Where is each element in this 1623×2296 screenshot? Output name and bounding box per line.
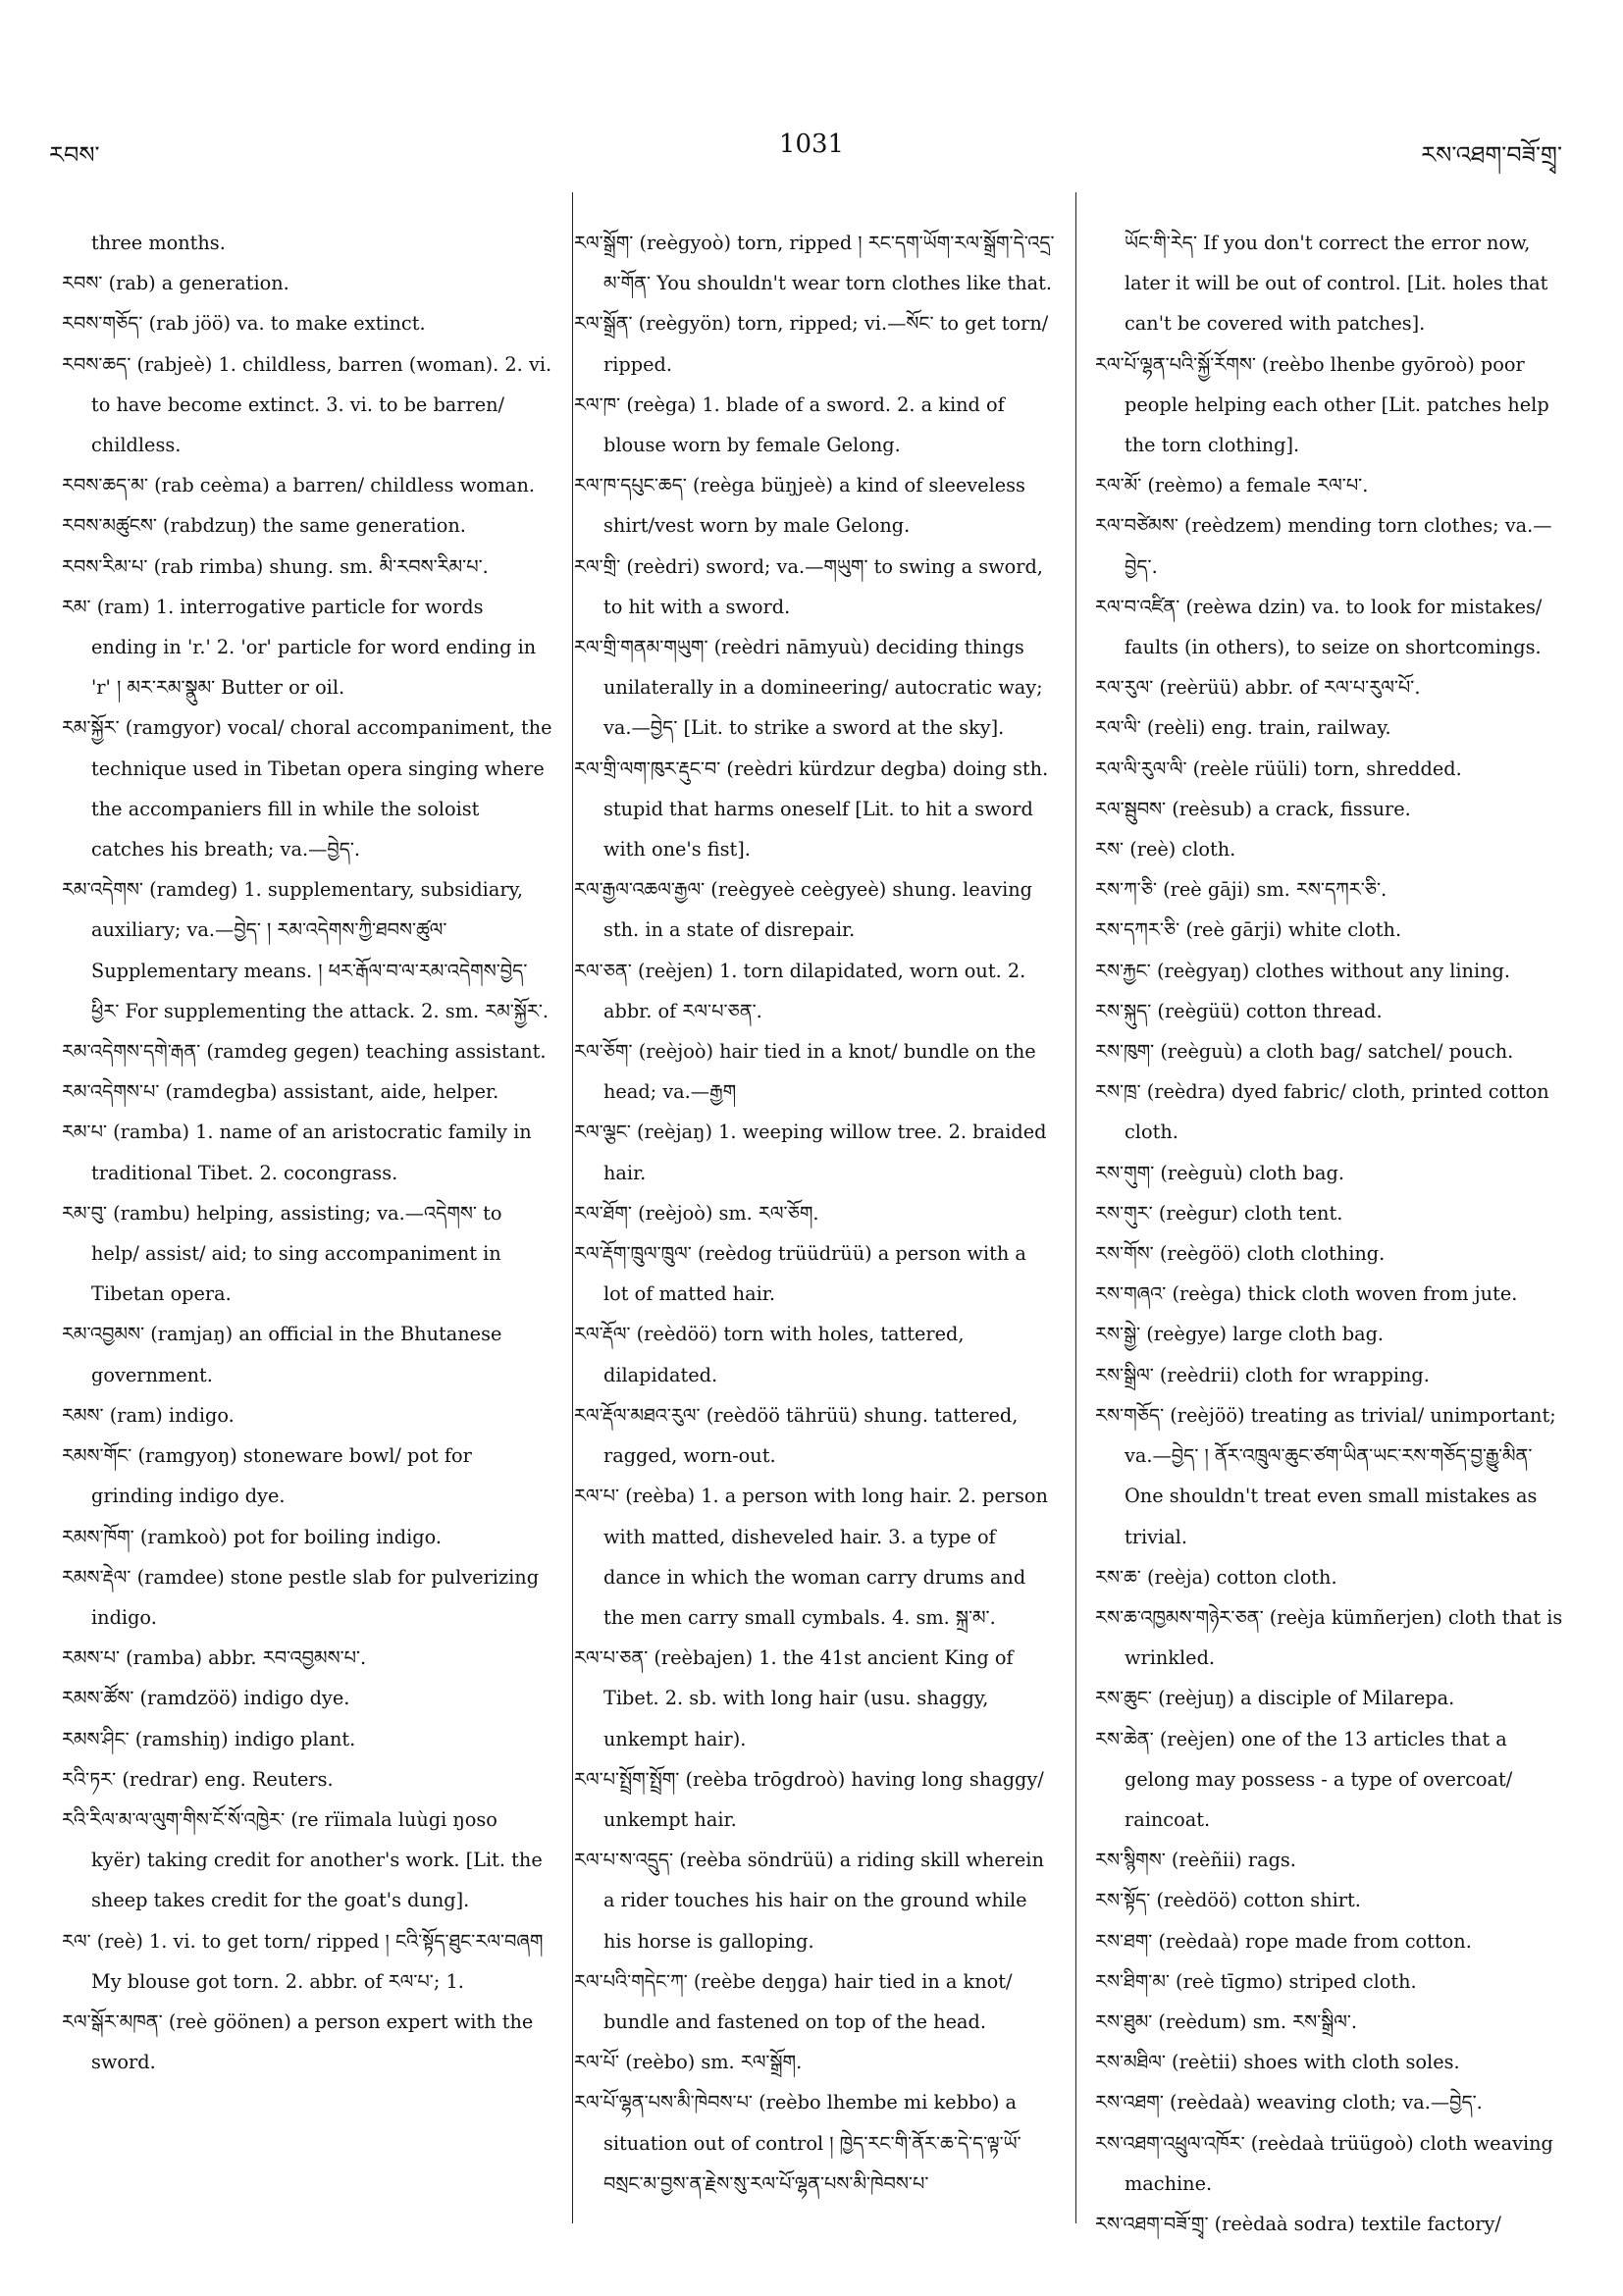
dictionary-entry: ཡོང་གི་རེད་ If you don't correct the error now, later it will be out of control. [Lit. holes that can't be covered with patches]. xyxy=(1125,232,1548,336)
dictionary-entry: རས་ཁྲ་ (reèdra) dyed fabric/ cloth, printed cotton cloth. xyxy=(1095,1080,1549,1144)
dictionary-entry: རམ་འབྱམས་ (ramjaŋ) an official in the Bhutanese government. xyxy=(62,1323,502,1386)
dictionary-entry: རལ་ལི་རུལ་ལི་ (reèle rüüli) torn, shredded. xyxy=(1095,757,1462,780)
dictionary-entry: རལ་གྲི་གནམ་གཡུག་ (reèdri nāmyuù) deciding things unilaterally in a domineering/ autocratic way; va.—བྱེད་ [Lit. to strike a sword at the sky]. xyxy=(574,636,1043,740)
dictionary-entry: རམ་བུ་ (rambu) helping, assisting; va.—འདེགས་ to help/ assist/ aid; to sing accompaniment in Tibetan opera. xyxy=(62,1201,502,1306)
dictionary-entry: རལ་རུལ་ (reèrüü) abbr. of རལ་པ་རུལ་པོ་. xyxy=(1095,676,1421,700)
dictionary-entry: རམས་གོང་ (ramgyoŋ) stoneware bowl/ pot for grinding indigo dye. xyxy=(62,1444,472,1508)
dictionary-entry: three months. xyxy=(91,232,226,254)
dictionary-entry: རས་སྐུད་ (reègüü) cotton thread. xyxy=(1095,999,1383,1022)
dictionary-entry: རས་འཐག་བཟོ་གྲྭ་ (reèdaà sodra) textile factory/ xyxy=(1095,2212,1501,2235)
dictionary-entry: རལ་པོ་ལྷན་པའི་སྐྱོ་རོགས་ (reèbo lhenbe gyōroò) poor people helping each other [Lit. patches help the torn clothing]. xyxy=(1095,352,1549,457)
running-head-left: རབས་ xyxy=(49,141,100,169)
dictionary-entry: རབས་གཅོད་ (rab jöö) va. to make extinct. xyxy=(62,312,426,336)
dictionary-entry: རལ་ཁ་དཔུང་ཆད་ (reèga büŋjeè) a kind of sleeveless shirt/vest worn by male Gelong. xyxy=(574,474,1025,538)
dictionary-entry: རལ་ཁ་ (reèga) 1. blade of a sword. 2. a kind of blouse worn by female Gelong. xyxy=(574,392,1005,457)
dictionary-entry: རལ་གྲི་ (reèdri) sword; va.—གཡུག་ to swing a sword, to hit with a sword. xyxy=(574,554,1043,618)
dictionary-entry: རས་ཆེན་ (reèjen) one of the 13 articles that a gelong may possess - a type of overcoat/ raincoat. xyxy=(1095,1727,1513,1831)
dictionary-entry: རས་ཐག་ (reèdaà) rope made from cotton. xyxy=(1095,1929,1472,1953)
dictionary-entry: རམ་འདེགས་དགེ་རྒན་ (ramdeg gegen) teaching assistant. xyxy=(62,1040,547,1064)
dictionary-entry: རལ་བ་འཛིན་ (reèwa dzin) va. to look for mistakes/ faults (in others), to seize on shortcomings. xyxy=(1095,595,1543,659)
dictionary-entry: རལ་སྒྲོག་ (reègyoò) torn, ripped ། རང་དག་ཡོག་རལ་སྒྲོག་དེ་འདྲ་མ་གོན་ You shouldn't wear torn clothes like that. xyxy=(574,232,1055,295)
dictionary-entry: རས་གཅོད་ (reèjöö) treating as trivial/ unimportant; va.—བྱེད་ ། ནོར་འཁྲུལ་ཆུང་ཙག་ཡིན་ཡང་རས་གཅོད་བྱ་རྒྱུ་མིན་ One shouldn't treat even small mistakes as trivial. xyxy=(1095,1403,1556,1548)
dictionary-entry: རམས་ཚོས་ (ramdzöö) indigo dye. xyxy=(62,1687,350,1710)
dictionary-entry: རས་ (reè) cloth. xyxy=(1095,838,1236,861)
dictionary-entry: རལ་གྲི་ལག་ཁུར་རྡུང་བ་ (reèdri kürdzur degba) doing sth. stupid that harms oneself [Lit. to hit a sword with one's fist]. xyxy=(574,757,1049,861)
column-1 xyxy=(62,223,552,2082)
page-number: 1031 xyxy=(778,130,845,159)
dictionary-entry: རམ་སྐྱོར་ (ramgyor) vocal/ choral accompaniment, the technique used in Tibetan opera singing where the accompaniers fill in while the soloist catches his breath; va.—བྱེད་. xyxy=(62,716,552,861)
dictionary-entry: རས་གུར་ (reègur) cloth tent. xyxy=(1095,1201,1343,1225)
dictionary-entry: རམ་འདེགས་པ་ (ramdegba) assistant, aide, helper. xyxy=(62,1080,499,1104)
dictionary-entry: རས་ཐུམ་ (reèdum) sm. རས་སྒྲིལ་. xyxy=(1095,2009,1358,2033)
column-3 xyxy=(1095,223,1576,2244)
dictionary-entry: རམ་འདེགས་ (ramdeg) 1. supplementary, subsidiary, auxiliary; va.—བྱེད་ ། རམ་འདེགས་ཀྱི་ཐབས་ཚུལ་ Supplementary means. ། ཕར་རྒོལ་བ་ལ་རམ་འདེགས་བྱེད་ཕྱིར་ For supplementing the attack. 2. sm. རམ་སྐྱོར་. xyxy=(62,878,550,1022)
dictionary-entry: རལ་རྒྱལ་འཆལ་རྒྱལ་ (reègyeè ceègyeè) shung. leaving sth. in a state of disrepair. xyxy=(574,878,1033,942)
dictionary-entry: རམས་རྡེལ་ (ramdee) stone pestle slab for pulverizing indigo. xyxy=(62,1565,540,1629)
dictionary-entry: རབས་མཚུངས་ (rabdzuŋ) the same generation. xyxy=(62,514,466,538)
column-2 xyxy=(574,223,1055,2204)
dictionary-entry: རལ་ལྕང་ (reèjaŋ) 1. weeping willow tree. 2. braided hair. xyxy=(574,1121,1047,1184)
dictionary-entry: རས་མཐིལ་ (reètii) shoes with cloth soles. xyxy=(1095,2051,1460,2074)
dictionary-entry: རལ་ཅོག་ (reèjoò) hair tied in a knot/ bundle on the head; va.—རྒྱག xyxy=(574,1040,1036,1104)
dictionary-entry: རལ་པ་ཅན་ (reèbajen) 1. the 41st ancient King of Tibet. 2. sb. with long hair (usu. shaggy, unkempt hair). xyxy=(574,1646,1014,1750)
dictionary-entry: རལ་རྡོག་ཁྲུལ་ཁྲུལ་ (reèdog trüüdrüü) a person with a lot of matted hair. xyxy=(574,1242,1026,1306)
dictionary-entry: རས་ཐིག་མ་ (reè tīgmo) striped cloth. xyxy=(1095,1969,1417,1993)
column-divider xyxy=(1075,192,1076,2223)
dictionary-entry: རས་ཆ་འཁྱམས་གཉེར་ཅན་ (reèja kümñerjen) cloth that is wrinkled. xyxy=(1095,1605,1563,1670)
dictionary-entry: རལ་པ་སྤྲོག་སྤྲོག་ (reèba trōgdroò) having long shaggy/ unkempt hair. xyxy=(574,1767,1044,1831)
dictionary-entry: རས་ཁུག་ (reèguù) a cloth bag/ satchel/ pouch. xyxy=(1095,1040,1514,1064)
dictionary-entry: རལ་སྒྲོན་ (reègyön) torn, ripped; vi.—སོང་ to get torn/ ripped. xyxy=(574,312,1049,376)
dictionary-entry: རལ་རྡོལ་ (reèdöö) torn with holes, tattered, dilapidated. xyxy=(574,1323,965,1386)
dictionary-entry: རལ་པོ་ (reèbo) sm. རལ་སྒྲོག. xyxy=(574,2051,803,2074)
dictionary-entry: རལ་པ་ (reèba) 1. a person with long hair. 2. person with matted, disheveled hair. 3. a type of dance in which the woman carry drums and the men carry small cymbals. 4. sm. སྐྲ་མ་. xyxy=(574,1485,1048,1629)
dictionary-entry: རས་སྙིགས་ (reèñii) rags. xyxy=(1095,1849,1296,1872)
dictionary-entry: རས་སྒྲིལ་ (reèdrii) cloth for wrapping. xyxy=(1095,1363,1430,1386)
dictionary-entry: རབས་ཆད་ (rabjeè) 1. childless, barren (woman). 2. vi. to have become extinct. 3. vi. to be barren/ childless. xyxy=(62,352,552,457)
dictionary-entry: རས་གོས་ (reègöö) cloth clothing. xyxy=(1095,1242,1386,1266)
dictionary-entry: རལ་བཙེམས་ (reèdzem) mending torn clothes; va.—བྱེད་. xyxy=(1095,514,1552,578)
dictionary-entry: རས་རྐྱང་ (reègyaŋ) clothes without any lining. xyxy=(1095,959,1511,982)
dictionary-entry: རས་ཆ་ (reèja) cotton cloth. xyxy=(1095,1565,1337,1589)
dictionary-entry: རལ་སྒོར་མཁན་ (reè göönen) a person expert with the sword. xyxy=(62,2009,534,2074)
dictionary-entry: རམ་ (ram) 1. interrogative particle for words ending in 'r.' 2. 'or' particle for word ending in 'r' ། མར་རམ་སྣུམ་ Butter or oil. xyxy=(62,595,537,700)
dictionary-entry: རས་གཞའ་ (reèga) thick cloth woven from jute. xyxy=(1095,1282,1518,1306)
dictionary-entry: རལ་རྡོལ་མཐའ་རུལ་ (reèdöö tährüü) shung. tattered, ragged, worn-out. xyxy=(574,1403,1019,1468)
dictionary-entry: རལ་མོ་ (reèmo) a female རལ་པ་. xyxy=(1095,474,1369,497)
dictionary-entry: རའི་རིལ་མ་ལ་ལུག་གིས་ངོ་སོ་འཁྱེར་ (re rïimala luùgi ŋoso kyër) taking credit for another's work. [Lit. the sheep takes credit for the goat's dung]. xyxy=(62,1807,543,1912)
dictionary-entry: རས་ཀ་ཅི་ (reè gāji) sm. རས་དཀར་ཅི་. xyxy=(1095,878,1387,902)
dictionary-entry: རས་སྒྱེ་ (reègye) large cloth bag. xyxy=(1095,1323,1385,1346)
dictionary-entry: རལ་པོ་ལྷན་པས་མི་ཁེབས་པ་ (reèbo lhembe mi kebbo) a situation out of control ། ཁྱེད་རང་གི་ནོར་ཆ་དེ་ད་ལྟ་ཡོ་བསྲང་མ་བྱས་ན་རྗེས་སུ་རལ་པོ་ལྷན་པས་མི་ཁེབས་པ་ xyxy=(574,2091,1021,2195)
dictionary-entry: རས་གུག་ (reèguù) cloth bag. xyxy=(1095,1161,1344,1184)
dictionary-entry: རལ་ (reè) 1. vi. to get torn/ ripped ། ངའི་སྟོད་ཐུང་རལ་བཞག My blouse got torn. 2. abbr. of རལ་པ་; 1. xyxy=(62,1929,544,1993)
dictionary-entry: རམ་པ་ (ramba) 1. name of an aristocratic family in traditional Tibet. 2. cocongrass. xyxy=(62,1121,532,1184)
dictionary-entry: རབས་ (rab) a generation. xyxy=(62,272,289,295)
dictionary-entry: རམས་ཤིང་ (ramshiŋ) indigo plant. xyxy=(62,1727,356,1750)
dictionary-entry: རས་སྟོད་ (reèdöö) cotton shirt. xyxy=(1095,1889,1361,1912)
dictionary-entry: རབས་རིམ་པ་ (rab rimba) shung. sm. མི་རབས་རིམ་པ་. xyxy=(62,554,489,578)
dictionary-entry: རའི་ཏར་ (redrar) eng. Reuters. xyxy=(62,1767,334,1791)
dictionary-entry: རལ་ཐོག་ (reèjoò) sm. རལ་ཅོག. xyxy=(574,1201,819,1225)
dictionary-entry: རས་འཐག་འཕྲུལ་འཁོར་ (reèdaà trüügoò) cloth weaving machine. xyxy=(1095,2131,1553,2195)
dictionary-entry: རས་འཐག་ (reèdaà) weaving cloth; va.—བྱེད་. xyxy=(1095,2091,1483,2114)
column-divider xyxy=(572,192,573,2223)
dictionary-entry: རལ་པའི་གདེང་ཀ་ (reèbe deŋga) hair tied in a knot/ bundle and fastened on top of the head. xyxy=(574,1969,1013,2033)
dictionary-entry: རམས་ (ram) indigo. xyxy=(62,1403,235,1427)
running-head-right: རས་འཐག་བཟོ་གྲྭ་ xyxy=(1421,141,1562,169)
dictionary-entry: རས་དཀར་ཅི་ (reè gārji) white cloth. xyxy=(1095,918,1402,942)
dictionary-entry: རམས་པ་ (ramba) abbr. རབ་འབྱམས་པ་. xyxy=(62,1646,367,1670)
dictionary-entry: རས་ཆུང་ (reèjuŋ) a disciple of Milarepa. xyxy=(1095,1687,1455,1710)
dictionary-entry: རལ་ཅན་ (reèjen) 1. torn dilapidated, worn out. 2. abbr. of རལ་པ་ཅན་. xyxy=(574,959,1026,1022)
dictionary-entry: རལ་ལི་ (reèli) eng. train, railway. xyxy=(1095,716,1391,740)
dictionary-entry: རལ་སྦུབས་ (reèsub) a crack, fissure. xyxy=(1095,797,1411,820)
dictionary-entry: རམས་ཁོག་ (ramkoò) pot for boiling indigo. xyxy=(62,1525,443,1548)
dictionary-entry: རབས་ཆད་མ་ (rab ceèma) a barren/ childless woman. xyxy=(62,474,536,497)
dictionary-entry: རལ་པ་ས་འདྲུད་ (reèba söndrüü) a riding skill wherein a rider touches his hair on the ground while his horse is galloping. xyxy=(574,1849,1044,1953)
